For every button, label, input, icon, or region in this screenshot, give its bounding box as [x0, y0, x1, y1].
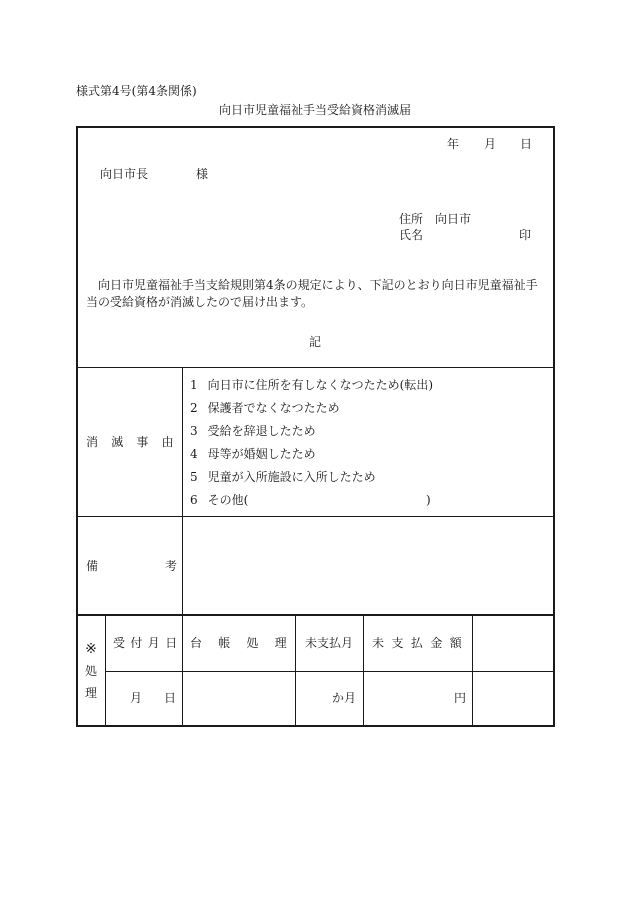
- date-day: 日: [520, 137, 533, 151]
- reason-number: 3: [190, 424, 198, 438]
- reason-text: 母等が婚姻したため: [207, 447, 316, 461]
- processing-mark: ※: [85, 641, 97, 657]
- reason-number: 1: [190, 378, 198, 392]
- reason-number: 2: [190, 401, 198, 415]
- reason-number: 5: [190, 470, 198, 484]
- row-month: 月: [130, 691, 143, 705]
- row-day: 日: [164, 691, 177, 705]
- row-yen-unit: 円: [454, 691, 467, 705]
- date-year: 年: [447, 137, 460, 151]
- row-months-unit: か月: [332, 691, 357, 705]
- reason-text: 向日市に住所を有しなくなつたため(転出): [207, 378, 434, 392]
- divider-processing-top: [77, 614, 554, 616]
- reason-item: [190, 471, 376, 483]
- reason-number: 6: [190, 493, 198, 507]
- divider-reasons-top: [77, 367, 554, 368]
- divider-col-2: [295, 615, 296, 726]
- divider-remarks-top: [77, 516, 554, 517]
- reason-text: 保護者でなくなつたため: [207, 401, 340, 415]
- form-title: 向日市児童福祉手当受給資格消滅届: [218, 103, 411, 117]
- date-month: 月: [484, 137, 497, 151]
- form-number: 様式第4号(第4条関係): [76, 84, 197, 98]
- divider-processing-mid: [105, 671, 554, 672]
- reason-text: 児童が入所施設に入所したため: [207, 470, 376, 484]
- reason-text: その他(: [207, 493, 249, 507]
- reason-item: [190, 379, 433, 391]
- honorific: 様: [196, 167, 209, 181]
- address-value: 向日市: [435, 212, 472, 226]
- divider-mark-column: [105, 615, 106, 726]
- reason-item: [190, 448, 316, 460]
- remarks-field[interactable]: [184, 518, 553, 614]
- seal-mark: 印: [519, 228, 532, 242]
- processing-label-2: 理: [84, 686, 97, 700]
- address-label: 住所: [399, 212, 424, 226]
- divider-col-3: [363, 615, 364, 726]
- divider-label-column: [182, 367, 183, 615]
- remarks-label-left: 備: [86, 559, 99, 573]
- divider-col-4: [472, 615, 473, 726]
- header-unpaid-months: 未支払月: [305, 636, 354, 650]
- name-label: 氏名: [399, 228, 424, 242]
- header-received-date: 受付月日: [113, 636, 183, 650]
- addressee: 向日市長: [100, 167, 149, 181]
- reason-number: 4: [190, 447, 198, 461]
- ki-label: 記: [308, 335, 321, 349]
- divider-col-1: [182, 615, 183, 726]
- reason-item: [190, 402, 340, 414]
- remarks-label-right: 考: [165, 559, 178, 573]
- declaration-text: 向日市児童福祉手当支給規則第4条の規定により、下記のとおり向日市児童福祉手当の受給資格が消滅したので届け出ます。: [86, 278, 538, 309]
- processing-label-1: 処: [84, 664, 97, 678]
- header-unpaid-amount: 未支払金額: [372, 636, 470, 650]
- reasons-label: 消滅事由: [86, 435, 187, 449]
- header-ledger: 台帳処理: [190, 636, 303, 650]
- reason-text: 受給を辞退したため: [207, 424, 316, 438]
- reason-item: [190, 494, 248, 506]
- reason-item: [190, 425, 316, 437]
- reason-other-close: ): [426, 493, 431, 507]
